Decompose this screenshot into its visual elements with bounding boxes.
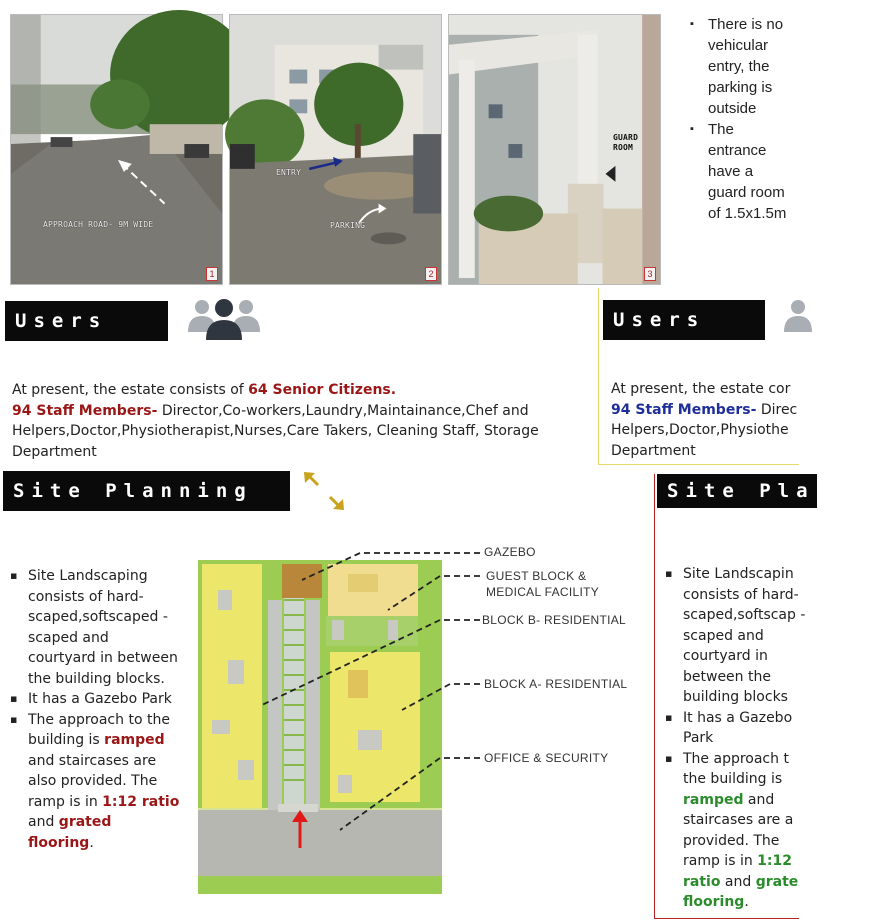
- site-planning-title-bar-duplicate: Site Pla: [657, 474, 817, 508]
- entrance-notes: [690, 14, 795, 224]
- approach-text: and staircases are also provided. The ramp is in: [28, 752, 158, 810]
- photo-caption-approach-road: APPROACH ROAD- 9M WIDE: [43, 220, 154, 229]
- users-dup-line: Department: [611, 442, 696, 459]
- site-planning-item-duplicate: ▪ Site Landscapin consists of hard- scaped,softscap -scaped and courtyard in between the building blocks: [665, 564, 815, 708]
- label-gazebo: GAZEBO: [484, 545, 536, 559]
- approach-text: .: [89, 834, 94, 851]
- ratio-highlight-duplicate: 1:12: [757, 853, 792, 869]
- staff-members-list: Director,Co-workers,Laundry,Maintainance,Chef and Helpers,Doctor,Physiotherapist,Nurses,Care Takers, Cleaning Staff, Storage Department: [12, 402, 539, 460]
- label-office-security: OFFICE & SECURITY: [484, 751, 609, 765]
- users-dup-line: [611, 400, 871, 421]
- staff-members-rest-duplicate: Direc: [756, 401, 798, 418]
- grated-flooring-highlight: grated flooring: [28, 814, 112, 851]
- label-guest-block: GUEST BLOCK & MEDICAL FACILITY: [486, 569, 600, 599]
- ratio-highlight: 1:12 ratio: [102, 793, 180, 810]
- users-description: [12, 380, 597, 462]
- site-planning-panel-duplicate: [654, 474, 815, 919]
- photo-approach-road: [10, 14, 223, 285]
- ramped-highlight: ramped: [104, 732, 165, 748]
- site-planning-item-duplicate: [665, 749, 815, 913]
- flooring-highlight-duplicate: flooring: [683, 894, 745, 910]
- site-planning-item: [10, 710, 180, 854]
- users-dup-line: Helpers,Doctor,Physiothe: [611, 422, 789, 438]
- site-planning-item: ▪ It has a Gazebo Park: [10, 689, 180, 710]
- label-block-b: BLOCK B- RESIDENTIAL: [482, 613, 627, 627]
- photo-number: 2: [425, 267, 437, 281]
- staff-members-label-duplicate: 94 Staff Members-: [611, 401, 757, 418]
- users-dup-line: At present, the estate cor: [611, 381, 791, 397]
- photo-number: 1: [206, 267, 218, 281]
- photo-guard-room: [448, 14, 661, 285]
- photo-caption-parking: PARKING: [330, 221, 366, 230]
- users-title-bar-duplicate: Users: [603, 300, 765, 340]
- label-block-a: BLOCK A- RESIDENTIAL: [484, 677, 628, 691]
- entrance-note: ▪ There is no vehicular entry, the parking is outside: [690, 14, 795, 119]
- photo-caption-guard-room: GUARD ROOM: [613, 133, 639, 152]
- senior-citizens-count: 64 Senior Citizens.: [248, 382, 397, 398]
- site-planning-title-bar: Site Planning: [3, 471, 290, 511]
- approach-text: and staircases are a provided. The ramp is in: [683, 791, 794, 869]
- approach-text: The approach t the building is: [683, 750, 789, 787]
- users-group-icon: [186, 296, 262, 342]
- site-planning-list: [10, 566, 180, 853]
- ratio-highlight-duplicate: ratio: [683, 873, 721, 890]
- users-panel-duplicate: [598, 288, 799, 465]
- users-intro: At present, the estate consists of: [12, 382, 249, 398]
- grated-highlight-duplicate: grate: [755, 873, 799, 890]
- users-group-icon: [782, 296, 822, 336]
- approach-text: The approach to the building is: [28, 711, 170, 748]
- photo-number: 3: [644, 267, 656, 281]
- photo-caption-entry: ENTRY: [276, 168, 302, 177]
- approach-text: and: [720, 873, 756, 890]
- users-title-bar: Users: [5, 301, 168, 341]
- site-plan-leader-lines: [250, 540, 490, 840]
- site-planning-list-duplicate: [665, 564, 815, 913]
- ramped-highlight-duplicate: ramped: [683, 791, 744, 808]
- users-description-duplicate: [611, 379, 871, 461]
- diagonal-arrows-icon: [302, 470, 346, 512]
- staff-members-label: 94 Staff Members-: [12, 402, 158, 419]
- approach-text: and: [28, 814, 59, 830]
- site-planning-item-duplicate: ▪ It has a Gazebo Park: [665, 708, 815, 749]
- photo-entry-parking: [229, 14, 442, 285]
- entrance-note: ▪ The entrance have a guard room of 1.5x1.5m: [690, 119, 795, 224]
- site-planning-item: ▪ Site Landscaping consists of hard-scaped,softscaped -scaped and courtyard in between the building blocks.: [10, 566, 180, 689]
- approach-text: .: [744, 894, 749, 910]
